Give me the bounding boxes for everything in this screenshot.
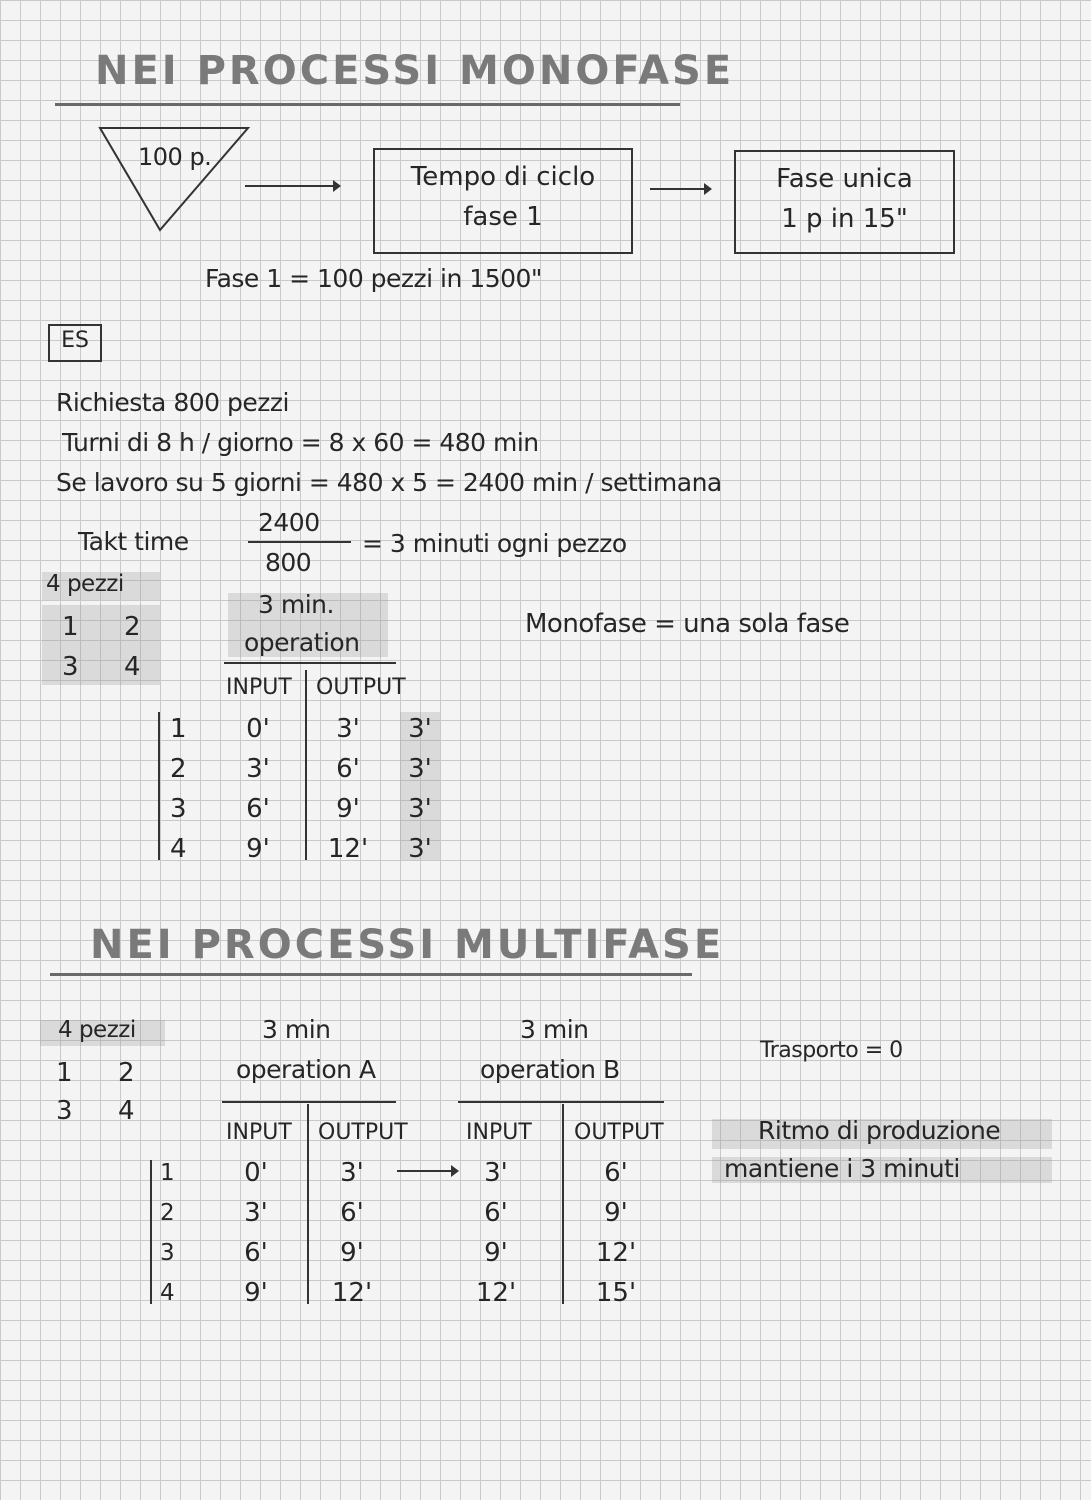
op-a-header-rule — [222, 1101, 396, 1103]
multi-row-num: 4 — [160, 1280, 175, 1306]
section-title-monofase: NEI PROCESSI MONOFASE — [95, 48, 735, 94]
op-b-label: operation B — [480, 1055, 620, 1084]
trasporto-label: Trasporto = 0 — [760, 1038, 903, 1063]
op-b-col-divider — [562, 1104, 564, 1304]
op-a-row-input: 3' — [244, 1198, 268, 1228]
op-a-col-divider — [307, 1104, 309, 1304]
ritmo-line-2: mantiene i 3 minuti — [724, 1154, 960, 1183]
op-b-col-input: INPUT — [466, 1120, 532, 1145]
op-b-row-output: 12' — [595, 1238, 637, 1268]
op-a-col-output: OUTPUT — [318, 1120, 408, 1145]
grid-cell-4: 4 — [124, 652, 141, 682]
op-a-row-output: 6' — [340, 1198, 364, 1228]
title-underline — [55, 103, 680, 106]
op-a-row-input: 6' — [244, 1238, 268, 1268]
op-a-row-output: 3' — [340, 1158, 364, 1188]
op-a-row-output: 12' — [331, 1278, 373, 1308]
multi-grid-cell-3: 3 — [56, 1096, 73, 1126]
op-b-row-input: 3' — [484, 1158, 508, 1188]
mono-row-num: 2 — [170, 754, 187, 784]
operation-header-rule — [224, 662, 396, 664]
mono-row-duration: 3' — [408, 714, 432, 744]
turni-line: Turni di 8 h / giorno = 8 x 60 = 480 min — [62, 428, 539, 457]
ritmo-line-1: Ritmo di produzione — [758, 1116, 1001, 1145]
es-box — [48, 324, 102, 362]
op-a-row-input: 0' — [244, 1158, 268, 1188]
single-phase-box — [734, 150, 955, 254]
takt-numerator: 2400 — [258, 508, 320, 537]
section-title-multifase: NEI PROCESSI MULTIFASE — [90, 922, 725, 968]
op-b-time: 3 min — [520, 1015, 589, 1044]
mono-row-output: 9' — [336, 794, 360, 824]
op-b-row-output: 15' — [595, 1278, 637, 1308]
multi-grid-cell-2: 2 — [118, 1058, 135, 1088]
multi-row-num: 3 — [160, 1240, 175, 1266]
cycle-time-line2: fase 1 — [463, 202, 543, 232]
op-a-row-output: 9' — [340, 1238, 364, 1268]
mono-row-output: 12' — [327, 834, 369, 864]
mono-row-divider — [158, 712, 160, 860]
pezzi-grid-shade — [42, 605, 160, 685]
op-b-header-rule — [458, 1101, 664, 1103]
grid-cell-3: 3 — [62, 652, 79, 682]
inventory-triangle — [98, 124, 258, 234]
settimana-line: Se lavoro su 5 giorni = 480 x 5 = 2400 min / settimana — [56, 468, 722, 497]
operation-label: operation — [244, 628, 360, 657]
mono-row-output: 6' — [336, 754, 360, 784]
mono-col-input: INPUT — [226, 675, 292, 700]
richiesta-line: Richiesta 800 pezzi — [56, 388, 289, 417]
grid-cell-1: 1 — [62, 612, 79, 642]
flow-arrow-2 — [650, 188, 706, 190]
op-a-row-input: 9' — [244, 1278, 268, 1308]
cycle-time-line1: Tempo di ciclo — [410, 162, 596, 192]
mono-row-duration: 3' — [408, 754, 432, 784]
mono-row-input: 6' — [246, 794, 270, 824]
mono-row-num: 3 — [170, 794, 187, 824]
mono-row-duration: 3' — [408, 834, 432, 864]
op-a-col-input: INPUT — [226, 1120, 292, 1145]
takt-fraction-bar — [248, 541, 351, 543]
mono-row-input: 9' — [246, 834, 270, 864]
monofase-definition: Monofase = una sola fase — [525, 609, 850, 639]
grid-cell-2: 2 — [124, 612, 141, 642]
mono-col-divider — [305, 670, 307, 860]
single-phase-line1: Fase unica — [776, 164, 913, 194]
flow-arrow-1 — [245, 185, 335, 187]
cycle-time-box — [373, 148, 633, 254]
multi-row-num: 2 — [160, 1200, 175, 1226]
mono-row-num: 1 — [170, 714, 187, 744]
op-b-row-input: 12' — [475, 1278, 517, 1308]
multi-grid-cell-1: 1 — [56, 1058, 73, 1088]
multi-row-divider — [150, 1160, 152, 1304]
title-underline — [50, 973, 692, 976]
mono-row-output: 3' — [336, 714, 360, 744]
takt-denominator: 800 — [265, 548, 312, 577]
takt-result: = 3 minuti ogni pezzo — [362, 529, 627, 558]
op-a-time: 3 min — [262, 1015, 331, 1044]
triangle-label: 100 p. — [138, 143, 212, 171]
takt-label: Takt time — [78, 527, 189, 556]
mono-row-input: 3' — [246, 754, 270, 784]
mono-col-output: OUTPUT — [316, 675, 406, 700]
mono-row-input: 0' — [246, 714, 270, 744]
multi-row-num: 1 — [160, 1160, 175, 1186]
single-phase-line2: 1 p in 15" — [781, 204, 908, 234]
mono-row-num: 4 — [170, 834, 187, 864]
op-b-row-input: 9' — [484, 1238, 508, 1268]
op-b-row-input: 6' — [484, 1198, 508, 1228]
op-b-col-output: OUTPUT — [574, 1120, 664, 1145]
transfer-arrow — [397, 1170, 453, 1172]
multi-pezzi-label: 4 pezzi — [58, 1017, 136, 1043]
op-b-row-output: 9' — [604, 1198, 628, 1228]
pezzi-label: 4 pezzi — [46, 571, 124, 597]
op-a-label: operation A — [236, 1055, 376, 1084]
multi-grid-cell-4: 4 — [118, 1096, 135, 1126]
mono-row-duration: 3' — [408, 794, 432, 824]
op-b-row-output: 6' — [604, 1158, 628, 1188]
operation-time: 3 min. — [258, 590, 334, 619]
es-label: ES — [61, 328, 89, 353]
fase-line: Fase 1 = 100 pezzi in 1500" — [205, 264, 542, 293]
